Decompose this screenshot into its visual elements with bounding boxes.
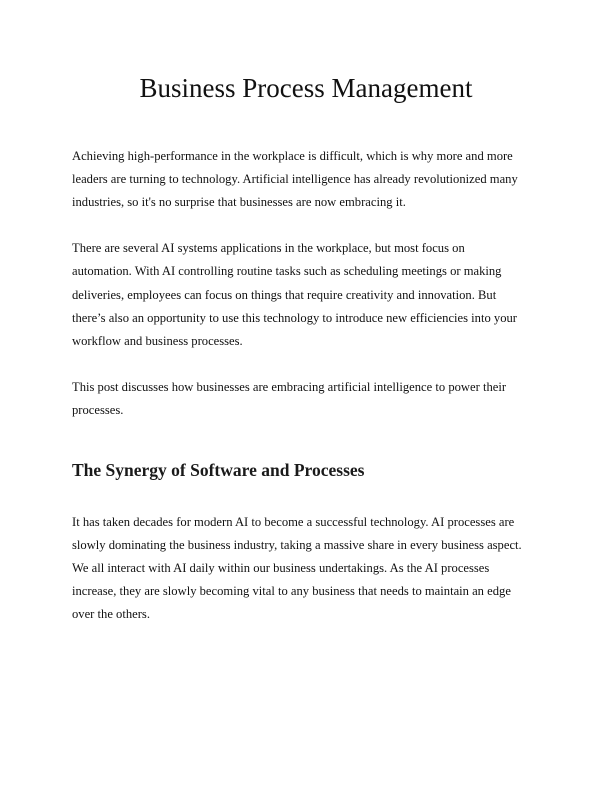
text-line: slowly dominating the business industry, taking a massive share in every business aspect. <box>72 538 522 552</box>
text-line: This post discusses how businesses are embracing artificial intelligence to power their <box>72 380 507 394</box>
section-heading: The Synergy of Software and Processes <box>72 460 365 480</box>
text-line: deliveries, employees can focus on things that require creativity and innovation. But <box>72 288 497 302</box>
text-line: automation. With AI controlling routine tasks such as scheduling meetings or making <box>72 264 502 278</box>
text-line: industries, so it's no surprise that businesses are now embracing it. <box>72 195 406 209</box>
text-line: It has taken decades for modern AI to become a successful technology. AI processes are <box>72 515 515 529</box>
text-line: there’s also an opportunity to use this technology to introduce new efficiencies into your <box>72 311 517 325</box>
text-line: There are several AI systems applications in the workplace, but most focus on <box>72 241 465 255</box>
text-line: leaders are turning to technology. Artificial intelligence has already revolutionized many <box>72 172 518 186</box>
document-title: Business Process Management <box>139 73 473 103</box>
text-line: We all interact with AI daily within our business undertakings. As the AI processes <box>72 561 490 575</box>
text-line: Achieving high-performance in the workplace is difficult, which is why more and more <box>72 149 513 163</box>
text-line: workflow and business processes. <box>72 334 243 348</box>
text-line: over the others. <box>72 607 150 621</box>
text-line: processes. <box>72 403 124 417</box>
text-line: increase, they are slowly becoming vital to any business that needs to maintain an edge <box>72 584 511 598</box>
